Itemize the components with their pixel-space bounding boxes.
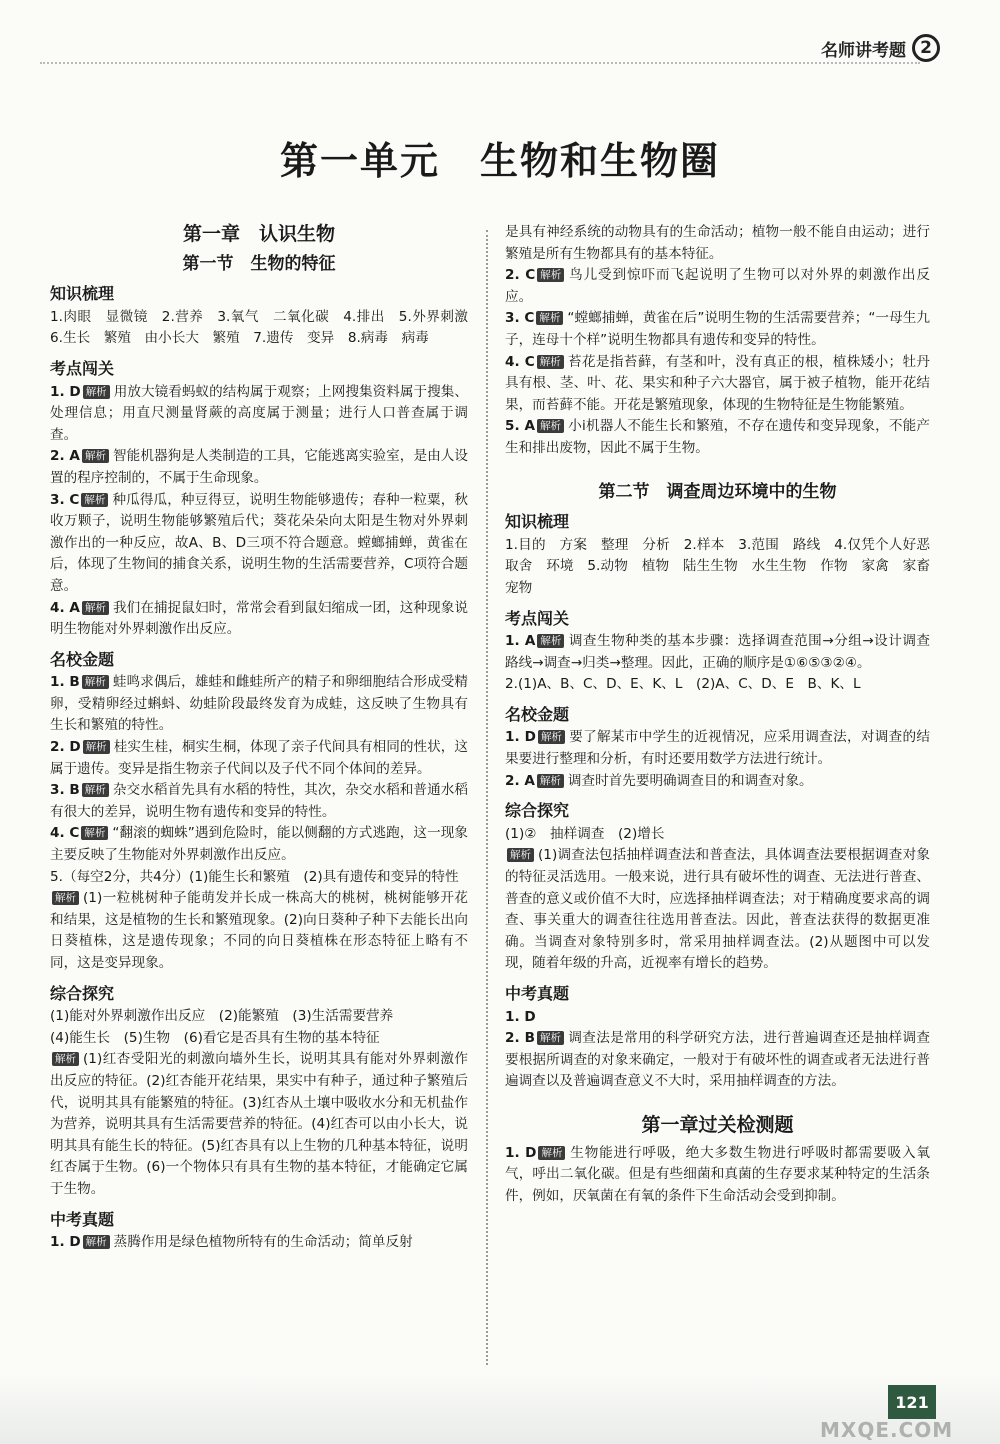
knowledge-heading: 知识梳理 xyxy=(50,284,115,304)
answer-item: 3. C 解析 “螳螂捕蝉，黄雀在后”说明生物的生活需要营养；“一母生九子，连母十个样”说明生物都具有遗传和变异的特性。 xyxy=(505,310,930,348)
answer-item: 2. A 解析 智能机器狗是人类制造的工具，它能逃离实验室，是由人设置的程序控制的，不属于生命现象。 xyxy=(50,448,468,486)
famous-school-heading: 名校金题 xyxy=(50,649,115,669)
answer-item: 2. C 解析 鸟儿受到惊吓而飞起说明了生物可以对外界的刺激作出反应。 xyxy=(505,267,930,305)
page-number: 121 xyxy=(888,1385,936,1419)
answer-item: 4. A 解析 我们在捕捉鼠妇时，常常会看到鼠妇缩成一团，这种现象说明生物能对外界刺激作出反应。 xyxy=(50,599,468,638)
analysis-tag: 解析 xyxy=(83,385,110,399)
section-title: 第一节 生物的特征 xyxy=(182,253,336,274)
watermark: MXQE.COM xyxy=(820,1418,954,1442)
checkpoint-heading: 考点闯关 xyxy=(505,608,570,628)
answer-item: 2. B 解析 调查法是常用的科学研究方法，进行普遍调查还是抽样调查要根据所调查的对象来确定，一般对于有破坏性的调查或者无法进行普遍调查以及普遍调查意义不大时，采用抽样调查的方法。 xyxy=(505,1030,930,1090)
analysis-tag: 解析 xyxy=(82,675,109,689)
test-title: 第一章过关检测题 xyxy=(641,1113,794,1136)
famous-school-heading: 名校金题 xyxy=(505,704,570,724)
comprehensive-heading: 综合探究 xyxy=(505,801,570,821)
answer-item: 3. B 解析 杂交水稻首先具有水稻的特性，其次，杂交水稻和普通水稻有很大的差异，说明生物有遗传和变异的特性。 xyxy=(50,782,469,820)
answer-item: 4. C 解析 苔花是指苔藓，有茎和叶，没有真正的根，植株矮小；牡丹具有根、茎、叶、花、果实和种子六大器官，属于被子植物，能开花结果，而苔藓不能。开花是繁殖现象，体现的生物特征是生物能繁殖。 xyxy=(505,353,931,413)
answer-item: 2.(1)A、B、C、D、E、K、L (2)A、C、D、E B、K、L xyxy=(505,676,861,693)
header-rule xyxy=(40,62,920,64)
analysis-tag: 解析 xyxy=(537,1031,564,1045)
comprehensive-heading: 综合探究 xyxy=(50,983,115,1003)
analysis-tag: 解析 xyxy=(82,783,109,797)
analysis-tag: 解析 xyxy=(538,1146,565,1160)
checkpoint-heading: 考点闯关 xyxy=(50,358,115,378)
analysis-text: 解析 (1)红杏受阳光的刺激向墙外生长，说明其具有能对外界刺激作出反应的特征。(2)红杏能开花结果，果实中有种子，通过种子繁殖后代，说明其具有能繁殖的特征。(3)红杏从土壤中吸收水分和无机盐作为营养，说明其具有生活需要营养的特征。(4)红杏可以由小长大，说明其具有能生长的特征。(5)红杏具有以上生物的几种基本特征，说明红杏属于生物。(6)一个物体只有具有生物的基本特征，才能确定它属于生物。 xyxy=(50,1051,468,1197)
brand xyxy=(821,34,940,62)
chapter-title: 第一章 认识生物 xyxy=(182,223,335,245)
answer-item: 1. B 解析 蛙鸣求偶后，雄蛙和雌蛙所产的精子和卵细胞结合形成受精卵，受精卵经过蝌蚪、幼蛙阶段最终发育为成蛙，这反映了生物具有生长和繁殖的特性。 xyxy=(50,674,469,734)
analysis-tag: 解析 xyxy=(537,419,564,433)
answer-item: 5. A 解析 小i机器人不能生长和繁殖，不存在遗传和变异现象，不能产生和排出废物，因此不属于生物。 xyxy=(505,418,930,456)
analysis-tag: 解析 xyxy=(52,1052,79,1066)
analysis-tag: 解析 xyxy=(81,493,108,507)
column-divider xyxy=(486,230,488,1365)
left-column xyxy=(50,222,482,1254)
knowledge-text: 1.目的 方案 整理 分析 2.样本 3.范围 路线 4.仅凭个人好恶取舍 环境 5.动物 植物 陆生生物 水生生物 作物 家禽 家畜 宠物 xyxy=(505,536,944,596)
exam-heading: 中考真题 xyxy=(505,984,570,1003)
analysis-text: 解析 (1)一粒桃树种子能萌发并长成一株高大的桃树，桃树能够开花和结果，这是植物的生长和繁殖现象。(2)向日葵种子种下去能长出向日葵植株，这是遗传现象；不同的向日葵植株在形态特征上略有不同，这是变异现象。 xyxy=(50,890,468,971)
right-column xyxy=(505,222,944,1207)
analysis-tag: 解析 xyxy=(82,601,109,615)
analysis-tag: 解析 xyxy=(83,1235,110,1249)
continued-text: 是具有神经系统的动物具有的生命活动；植物一般不能自由运动；进行繁殖是所有生物都具有的基本特征。 xyxy=(505,224,930,262)
analysis-tag: 解析 xyxy=(537,634,564,648)
answer-line: (4)能生长 (5)生物 (6)看它是否具有生物的基本特征 xyxy=(50,1029,380,1046)
analysis-tag: 解析 xyxy=(537,268,564,282)
answer-item: 1. D xyxy=(505,1008,536,1025)
answer-item: 1. D 解析 生物能进行呼吸，绝大多数生物进行呼吸时都需要吸入氧气，呼出二氧化碳。但是有些细菌和真菌的生存要求某种特定的生活条件，例如，厌氧菌在有氧的条件下生命活动会受到抑制。 xyxy=(505,1144,930,1204)
knowledge-heading: 知识梳理 xyxy=(505,512,570,532)
brand-logo-icon: 2 xyxy=(912,34,940,62)
answer-item: 4. C 解析 “翻滚的蜘蛛”遇到危险时，能以侧翻的方式逃跑，这一现象主要反映了生物能对外界刺激作出反应。 xyxy=(50,825,468,864)
brand-name: 名师讲考题 xyxy=(821,40,906,61)
analysis-tag: 解析 xyxy=(82,449,109,463)
answer-item: 1. A 解析 调查生物种类的基本步骤：选择调查范围→分组→设计调查路线→调查→归类→整理。因此，正确的顺序是①⑥⑤③②④。 xyxy=(505,633,930,671)
section2-title: 第二节 调查周边环境中的生物 xyxy=(598,481,837,502)
analysis-text: 解析 (1)调查法包括抽样调查法和普查法，具体调查法要根据调查对象的特征灵活选用。一般来说，进行具有破坏性的调查、无法进行普查、普查的意义或价值不大时，应选择抽样调查法；对于精确度要求高的调查、事关重大的调查往往选用普查法。因此，普查法获得的数据更准确。当调查对象特别多时，常采用抽样调查法。(2)从题图中可以发现，随着年级的升高，近视率有增长的趋势。 xyxy=(505,847,930,972)
answer-item: 2. A 解析 调查时首先要明确调查目的和调查对象。 xyxy=(505,772,813,789)
unit-title: 第一单元 生物和生物圈 xyxy=(279,138,720,183)
analysis-tag: 解析 xyxy=(52,891,79,905)
analysis-tag: 解析 xyxy=(536,311,563,325)
analysis-tag: 解析 xyxy=(83,740,110,754)
answer-item: 2. D 解析 桂实生桂，桐实生桐，体现了亲子代间具有相同的性状，这属于遗传。变异是指生物亲子代间以及子代不同个体间的差异。 xyxy=(50,739,469,777)
answer-item: 1. D 解析 要了解某市中学生的近视情况，应采用调查法，对调查的结果要进行整理和分析，有时还要用数学方法进行统计。 xyxy=(505,729,931,768)
answer-item: 3. C 解析 种瓜得瓜，种豆得豆，说明生物能够遗传；春种一粒粟，秋收万颗子，说明生物能够繁殖后代；葵花朵朵向太阳是生物对外界刺激作出的一种反应，故A、B、D三项不符合题意。螳螂捕蝉，黄雀在后，体现了生物间的捕食关系，说明生物的生活需要营养，C项符合题意。 xyxy=(50,491,468,594)
answer-item: 5.（每空2分，共4分）(1)能生长和繁殖 (2)具有遗传和变异的特性 xyxy=(50,868,459,885)
analysis-tag: 解析 xyxy=(537,355,564,369)
answer-line: (1)能对外界刺激作出反应 (2)能繁殖 (3)生活需要营养 xyxy=(50,1008,394,1025)
knowledge-text: 1.肉眼 显微镜 2.营养 3.氧气 二氧化碳 4.排出 5.外界刺激 6.生长 繁殖 由小长大 繁殖 7.遗传 变异 8.病毒 病毒 xyxy=(50,308,482,347)
exam-heading: 中考真题 xyxy=(50,1209,115,1229)
analysis-tag: 解析 xyxy=(507,848,534,862)
answer-item: 1. D 解析 蒸腾作用是绿色植物所特有的生命活动；简单反射 xyxy=(50,1234,413,1251)
answer-item: 1. D 解析 用放大镜看蚂蚁的结构属于观察；上网搜集资料属于搜集、处理信息；用直尺测量肾蕨的高度属于测量；进行人口普查属于调查。 xyxy=(50,383,469,443)
analysis-tag: 解析 xyxy=(81,826,108,840)
analysis-tag: 解析 xyxy=(538,730,565,744)
analysis-tag: 解析 xyxy=(537,774,564,788)
answer-line: (1)② 抽样调查 (2)增长 xyxy=(505,825,665,842)
